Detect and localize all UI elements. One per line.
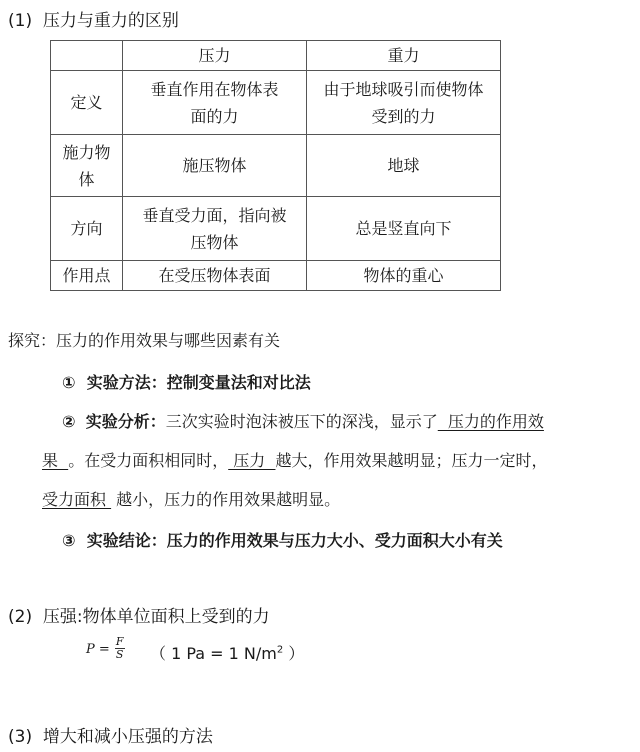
- item-method: [62, 370, 311, 393]
- item-text: 越小，压力的作用效果越明显。: [111, 490, 341, 509]
- item-text: 越大，作用效果越明显；压力一定时，: [275, 451, 548, 470]
- unit-superscript: 2: [276, 644, 284, 656]
- item-marker: ②: [62, 412, 76, 431]
- section-title: 压力与重力的区别: [42, 11, 179, 31]
- item-analysis-line-2: [42, 448, 547, 471]
- table-row: [51, 135, 501, 197]
- formula-numerator: F: [115, 635, 124, 648]
- section-number: (3): [8, 727, 33, 747]
- item-analysis-line-3: [42, 487, 340, 510]
- formula-denominator: S: [115, 648, 124, 661]
- section-title: 增大和减小压强的方法: [42, 727, 213, 747]
- row-label: 定义: [51, 71, 123, 135]
- table-cell: 施压物体: [123, 135, 307, 197]
- item-conclusion: [62, 528, 503, 551]
- section-number: (1): [8, 11, 33, 31]
- table-row: [51, 71, 501, 135]
- row-label: 施力物 体: [51, 135, 123, 197]
- section-1-heading: [8, 6, 179, 31]
- fill-blank-area: 受力面积: [42, 490, 112, 509]
- pressure-formula: [86, 636, 125, 661]
- item-text: 。在受力面积相同时，: [68, 451, 229, 470]
- table-cell: 地球: [307, 135, 501, 197]
- table-cell: 由于地球吸引而使物体 受到的力: [307, 71, 501, 135]
- row-label: 作用点: [51, 261, 123, 291]
- item-analysis-line-1: [62, 409, 544, 432]
- fill-blank-effect-end: 果: [42, 451, 69, 470]
- section-3-heading: [8, 722, 213, 747]
- header-cell: 压力: [123, 41, 307, 71]
- formula-lhs: P =: [86, 642, 110, 657]
- table-cell: 垂直受力面，指向被 压物体: [123, 197, 307, 261]
- item-text: 实验方法：控制变量法和对比法: [86, 373, 311, 392]
- fill-blank-pressure: 压力: [228, 451, 276, 470]
- item-marker: ①: [62, 373, 76, 392]
- table-row: [51, 197, 501, 261]
- table-cell: 总是竖直向下: [307, 197, 501, 261]
- item-marker: ③: [62, 531, 76, 550]
- item-lead: 实验分析：: [85, 412, 166, 431]
- comparison-table: [50, 40, 501, 291]
- item-text: 三次实验时泡沫被压下的深浅，显示了: [165, 412, 438, 431]
- section-2-heading: [8, 602, 270, 627]
- header-cell: [51, 41, 123, 71]
- explore-text: 探究：压力的作用效果与哪些因素有关: [8, 331, 281, 350]
- table-cell: 物体的重心: [307, 261, 501, 291]
- table-row: [51, 261, 501, 291]
- section-number: (2): [8, 607, 33, 627]
- fill-blank-effect: 压力的作用效: [437, 412, 544, 431]
- item-text: 实验结论：压力的作用效果与压力大小、受力面积大小有关: [86, 531, 503, 550]
- table-cell: 在受压物体表面: [123, 261, 307, 291]
- formula-fraction: [115, 636, 125, 661]
- section-title: 压强:物体单位面积上受到的力: [42, 607, 270, 627]
- header-cell: 重力: [307, 41, 501, 71]
- row-label: 方向: [51, 197, 123, 261]
- unit-definition: （ 1 Pa = 1 $N/m^2$ ）: [150, 644, 305, 663]
- table-cell: 垂直作用在物体表 面的力: [123, 71, 307, 135]
- table-header-row: [51, 41, 501, 71]
